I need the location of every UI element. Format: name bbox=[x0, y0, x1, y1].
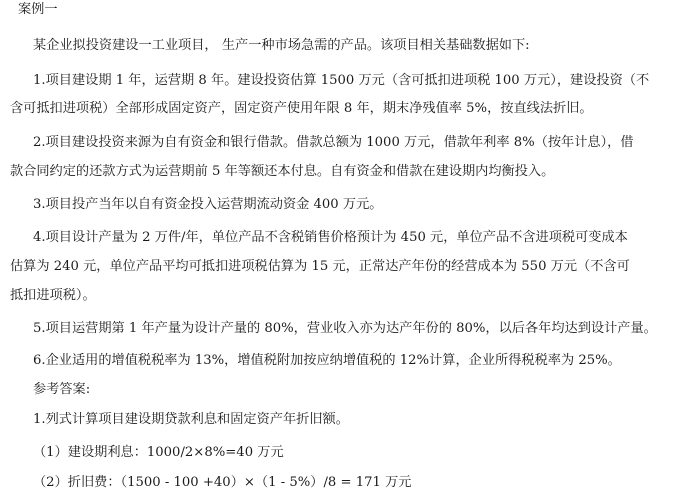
item-2-line-2: 款合同约定的还款方式为运营期前 5 年等额还本付息。自有资金和借款在建设期内均衡投入。 bbox=[10, 164, 555, 179]
answer-line-2: （2）折旧费：（1500 - 100 +40）×（1 - 5%）/8 = 171 万元 bbox=[33, 475, 412, 490]
item-1-line-2: 含可抵扣进项税）全部形成固定资产，固定资产使用年限 8 年，期末净残值率 5%，按直线法折旧。 bbox=[10, 101, 593, 116]
case-title: 案例一 bbox=[18, 2, 58, 17]
item-1-line-1: 1.项目建设期 1 年，运营期 8 年。建设投资估算 1500 万元（含可抵扣进项税 100 万元），建设投资（不 bbox=[33, 73, 650, 88]
item-4-line-2: 估算为 240 元，单位产品平均可抵扣进项税估算为 15 元，正常达产年份的经营成本为 550 万元（不含可 bbox=[10, 259, 630, 274]
answer-heading: 参考答案: bbox=[33, 382, 91, 397]
intro-paragraph: 某企业拟投资建设一工业项目， 生产一种市场急需的产品。该项目相关基础数据如下: bbox=[33, 38, 530, 53]
item-6-line-1: 6.企业适用的增值税税率为 13%，增值税附加按应纳增值税的 12%计算，企业所得税税率为 25%。 bbox=[33, 353, 621, 368]
item-4-line-3: 抵扣进项税）。 bbox=[10, 288, 96, 303]
item-5-line-1: 5.项目运营期第 1 年产量为设计产量的 80%，营业收入亦为达产年份的 80%，以后各年均达到设计产量。 bbox=[33, 321, 657, 336]
answer-line-1: （1）建设期利息：1000/2×8%=40 万元 bbox=[33, 445, 284, 460]
item-3-line-1: 3.项目投产当年以自有资金投入运营期流动资金 400 万元。 bbox=[33, 197, 383, 212]
question-1: 1.列式计算项目建设期贷款利息和固定资产年折旧额。 bbox=[33, 412, 349, 427]
item-4-line-1: 4.项目设计产量为 2 万件/年，单位产品不含税销售价格预计为 450 元，单位产品不含进项税可变成本 bbox=[33, 230, 628, 245]
item-2-line-1: 2.项目建设投资来源为自有资金和银行借款。借款总额为 1000 万元，借款年利率 8%（按年计息），借 bbox=[33, 135, 634, 150]
